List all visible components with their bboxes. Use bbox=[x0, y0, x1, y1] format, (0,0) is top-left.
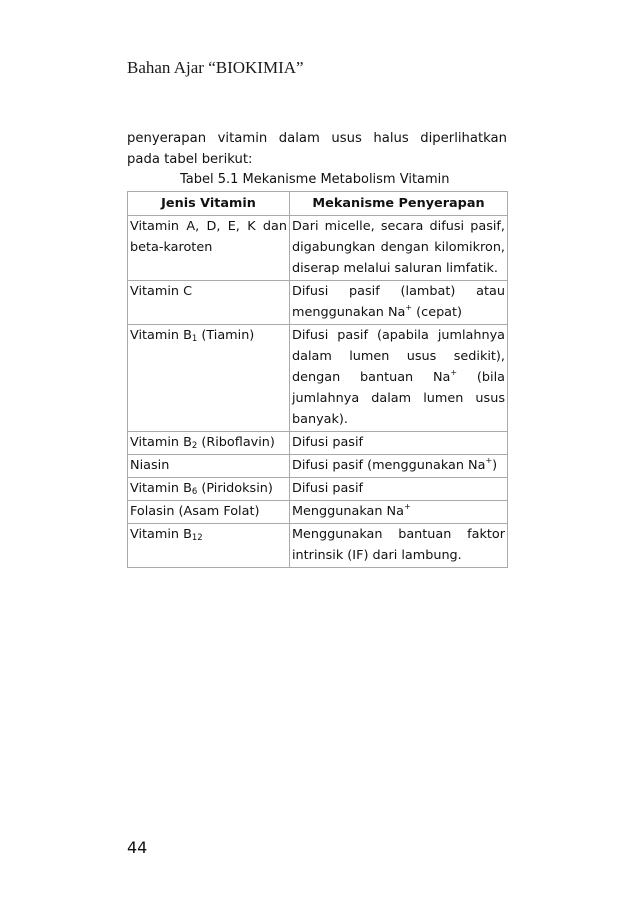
vitamin-name: Vitamin B bbox=[130, 435, 192, 450]
table-row bbox=[128, 524, 508, 568]
vitamin-cell bbox=[128, 478, 290, 501]
vitamin-absorption-table bbox=[127, 191, 508, 568]
superscript: + bbox=[485, 456, 493, 465]
vitamin-name: Vitamin B bbox=[130, 328, 192, 343]
mechanism-text: Difusi pasif (lambat) atau menggunakan Na bbox=[292, 284, 505, 320]
mechanism-text: Difusi pasif (menggunakan Na bbox=[292, 458, 486, 473]
subscript: 6 bbox=[191, 487, 198, 497]
subscript: 12 bbox=[191, 533, 203, 543]
mechanism-text: Difusi pasif (apabila jumlahnya dalam lumen usus sedikit), dengan bantuan Na bbox=[292, 328, 505, 385]
mechanism-cell bbox=[290, 325, 508, 432]
table-row bbox=[128, 478, 508, 501]
vitamin-cell bbox=[128, 524, 290, 568]
subscript: 1 bbox=[191, 334, 198, 344]
mechanism-cell bbox=[290, 455, 508, 478]
column-header-mechanism: Mekanisme Penyerapan bbox=[290, 192, 508, 216]
superscript: + bbox=[405, 303, 413, 312]
intro-paragraph: penyerapan vitamin dalam usus halus diperlihatkan pada tabel berikut: bbox=[127, 131, 507, 167]
vitamin-name-end: (Tiamin) bbox=[197, 328, 255, 343]
vitamin-cell bbox=[128, 432, 290, 455]
vitamin-name-end: (Piridoksin) bbox=[197, 481, 273, 496]
mechanism-cell bbox=[290, 501, 508, 524]
mechanism-cell: Difusi pasif bbox=[290, 432, 508, 455]
vitamin-cell: Vitamin C bbox=[128, 281, 290, 325]
mechanism-cell: Dari micelle, secara difusi pasif, digabungkan dengan kilomikron, diserap melalui saluran limfatik. bbox=[290, 216, 508, 281]
table-row bbox=[128, 501, 508, 524]
mechanism-text: Menggunakan Na bbox=[292, 504, 404, 519]
column-header-vitamin: Jenis Vitamin bbox=[128, 192, 290, 216]
table-row bbox=[128, 455, 508, 478]
mechanism-cell: Menggunakan bantuan faktor intrinsik (IF) dari lambung. bbox=[290, 524, 508, 568]
subscript: 2 bbox=[191, 441, 198, 451]
vitamin-cell: Niasin bbox=[128, 455, 290, 478]
table-row bbox=[128, 325, 508, 432]
vitamin-name: Vitamin B bbox=[130, 481, 192, 496]
vitamin-name: Vitamin B bbox=[130, 527, 192, 542]
table-header-row bbox=[128, 192, 508, 216]
running-header: Bahan Ajar “BIOKIMIA” bbox=[127, 58, 304, 77]
vitamin-cell: Folasin (Asam Folat) bbox=[128, 501, 290, 524]
vitamin-cell bbox=[128, 325, 290, 432]
table-caption: Tabel 5.1 Mekanisme Metabolism Vitamin bbox=[180, 172, 450, 187]
superscript: + bbox=[450, 368, 458, 377]
mechanism-cell: Difusi pasif bbox=[290, 478, 508, 501]
vitamin-cell: Vitamin A, D, E, K dan beta-karoten bbox=[128, 216, 290, 281]
mechanism-text-end: (cepat) bbox=[412, 305, 463, 320]
table-row bbox=[128, 281, 508, 325]
mechanism-text-end: (bila jumlahnya dalam lumen usus banyak). bbox=[292, 370, 506, 427]
superscript: + bbox=[403, 502, 411, 511]
vitamin-name-end: (Riboflavin) bbox=[197, 435, 275, 450]
mechanism-cell bbox=[290, 281, 508, 325]
table-row bbox=[128, 432, 508, 455]
mechanism-text-end: ) bbox=[492, 458, 498, 473]
table-row bbox=[128, 216, 508, 281]
page-number: 44 bbox=[127, 838, 148, 857]
